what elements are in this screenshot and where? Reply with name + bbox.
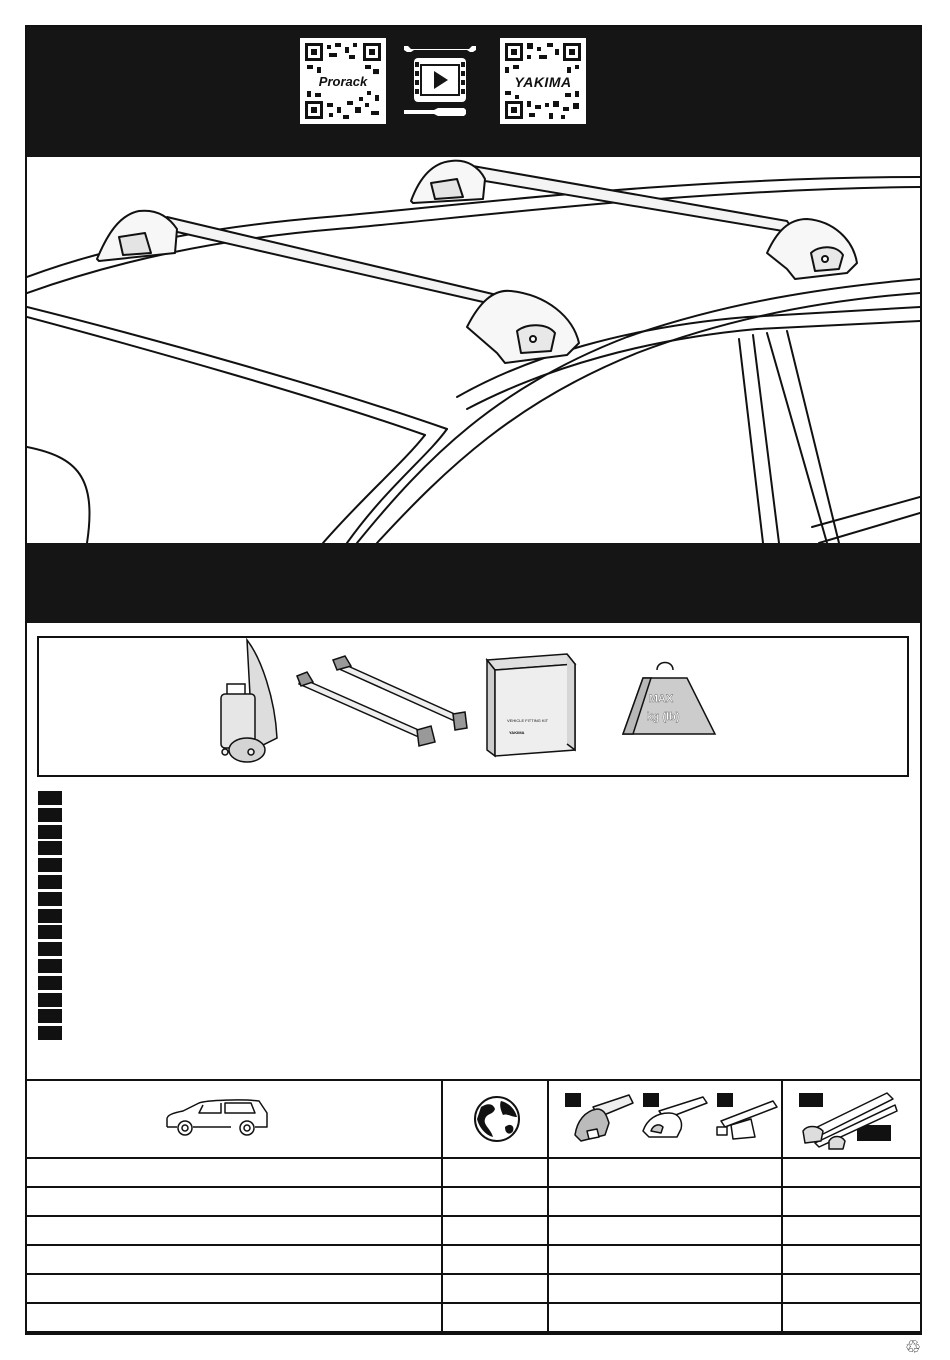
fitting-table bbox=[27, 1079, 920, 1333]
table-col-divider bbox=[441, 1079, 443, 1333]
kit-box-brand: YAKIMA bbox=[509, 730, 525, 735]
table-row-divider bbox=[27, 1186, 920, 1188]
table-col-divider bbox=[781, 1079, 783, 1333]
table-border bbox=[27, 1331, 920, 1333]
recycle-icon: ♲ bbox=[905, 1337, 922, 1358]
table-row-divider bbox=[27, 1302, 920, 1304]
kg-lb-label: kg (lb) bbox=[646, 711, 680, 723]
qr-code-yakima[interactable] bbox=[500, 38, 586, 124]
qr-brand-label: Prorack bbox=[303, 74, 383, 90]
qr-brand-label: YAKIMA bbox=[503, 74, 583, 90]
language-marker bbox=[38, 1009, 62, 1023]
language-marker bbox=[38, 858, 62, 872]
language-marker bbox=[38, 959, 62, 973]
fitting-kit-box-icon bbox=[487, 654, 575, 756]
language-marker bbox=[38, 791, 62, 805]
fix-point-foot-icon bbox=[637, 1091, 711, 1145]
table-row-divider bbox=[27, 1273, 920, 1275]
rail-foot-icon bbox=[711, 1091, 781, 1145]
language-marker bbox=[38, 892, 62, 906]
language-marker bbox=[38, 909, 62, 923]
table-col-divider bbox=[547, 1079, 549, 1333]
title-band bbox=[27, 543, 920, 623]
language-marker bbox=[38, 942, 62, 956]
rear-roof-bar bbox=[97, 211, 579, 363]
table-row-divider bbox=[27, 1244, 920, 1246]
roof-rail-bar-icon bbox=[795, 1085, 905, 1153]
car-icon bbox=[163, 1097, 273, 1141]
roof-rack-illustration bbox=[27, 157, 920, 543]
roof-bars-icon bbox=[297, 656, 467, 746]
language-list bbox=[38, 791, 62, 1043]
flush-foot-icon bbox=[567, 1091, 637, 1145]
language-marker bbox=[38, 1026, 62, 1040]
max-weight-label: MAX bbox=[648, 693, 674, 705]
table-row-divider bbox=[27, 1157, 920, 1159]
globe-icon bbox=[471, 1093, 523, 1145]
luggage-icon bbox=[221, 640, 277, 762]
qr-code-prorack[interactable] bbox=[300, 38, 386, 124]
language-marker bbox=[38, 875, 62, 889]
video-tutorial-icon[interactable] bbox=[400, 40, 480, 120]
language-marker bbox=[38, 825, 62, 839]
language-marker bbox=[38, 993, 62, 1007]
front-roof-bar bbox=[411, 161, 857, 279]
kit-box-label: VEHICLE FITTING KIT bbox=[507, 718, 549, 723]
table-border bbox=[27, 1079, 920, 1081]
language-marker bbox=[38, 976, 62, 990]
language-marker bbox=[38, 841, 62, 855]
package-contents-box bbox=[37, 636, 909, 777]
language-marker bbox=[38, 925, 62, 939]
table-row-divider bbox=[27, 1215, 920, 1217]
language-marker bbox=[38, 808, 62, 822]
